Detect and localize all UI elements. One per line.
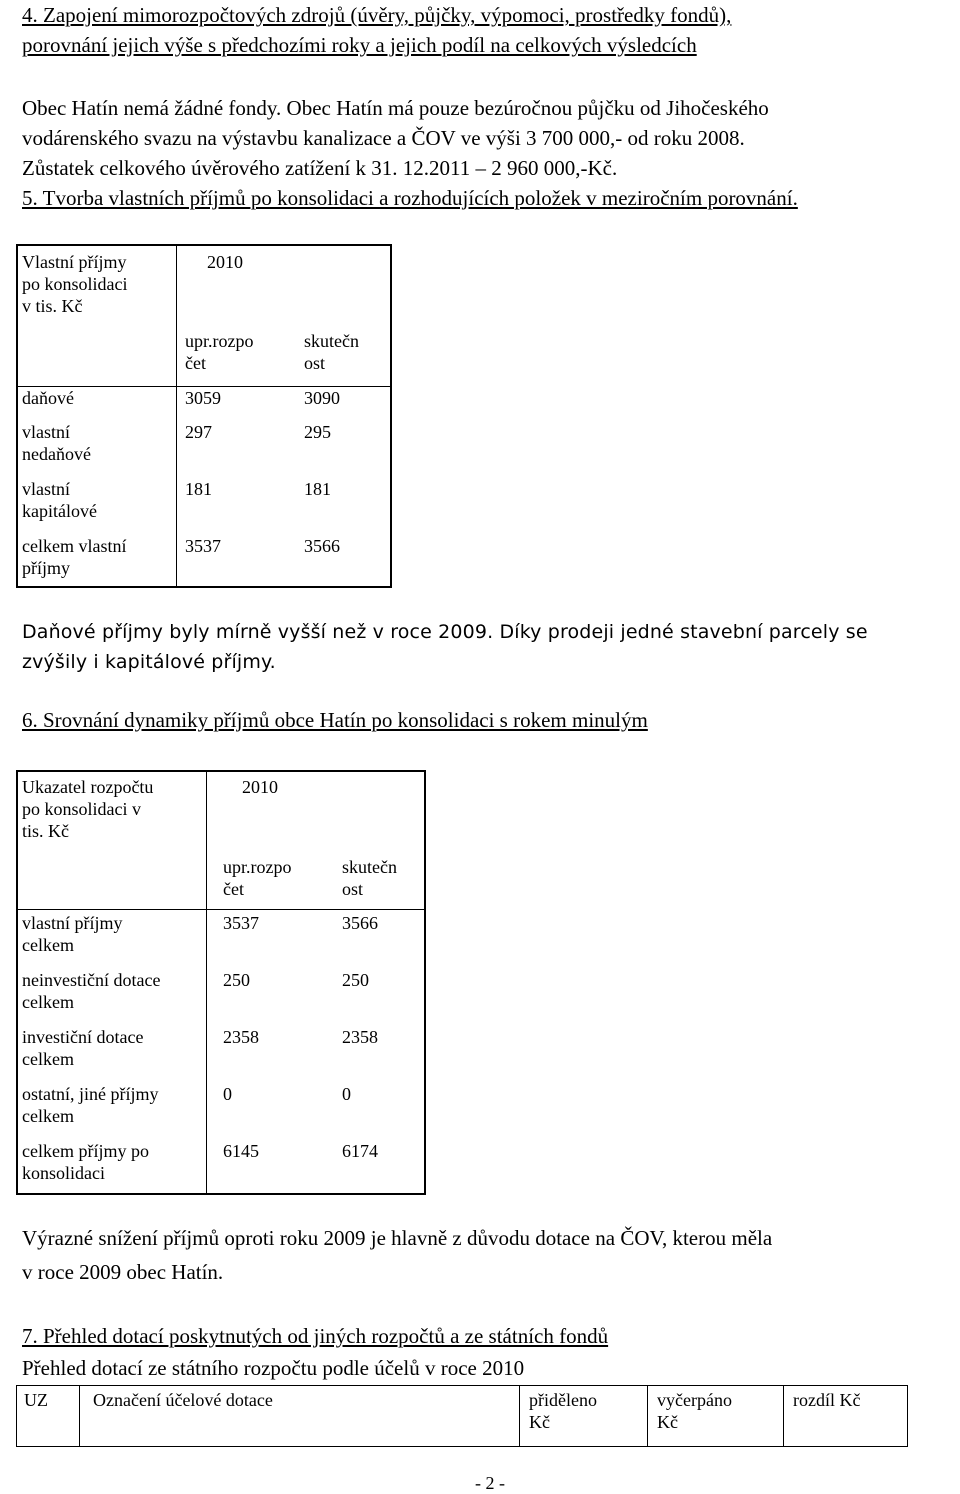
- row-value-actual: 181: [304, 479, 331, 499]
- column-header-difference: rozdíl Kč: [793, 1390, 861, 1410]
- table-header-year: 2010: [207, 252, 243, 272]
- section-5-comment-line1: Daňové příjmy byly mírně vyšší než v roce 2009. Díky prodeji jedné stavební parcely se: [22, 621, 868, 643]
- table-header-label-2: po konsolidaci v: [22, 799, 141, 819]
- column-divider: [206, 772, 207, 1193]
- table-header-label-3: tis. Kč: [22, 821, 69, 841]
- column-divider: [519, 1386, 520, 1446]
- header-divider: [18, 909, 424, 910]
- column-header-actual-2: ost: [342, 879, 364, 899]
- section-6-title: 6. Srovnání dynamiky příjmů obce Hatín po konsolidaci s rokem minulým: [22, 708, 648, 732]
- section-7-title: 7. Přehled dotací poskytnutých od jiných rozpočtů a ze státních fondů: [22, 1324, 609, 1348]
- row-label: celkem: [22, 1049, 74, 1069]
- row-label: celkem: [22, 1106, 74, 1126]
- row-value-budget: 3537: [223, 913, 259, 933]
- row-value-actual: 2358: [342, 1027, 378, 1047]
- row-label: kapitálové: [22, 501, 97, 521]
- row-value-budget: 3059: [185, 388, 221, 408]
- row-value-actual: 6174: [342, 1141, 378, 1161]
- column-header-actual-1: skutečn: [304, 331, 359, 351]
- table-header-label-1: Ukazatel rozpočtu: [22, 777, 154, 797]
- row-label: nedaňové: [22, 444, 91, 464]
- column-divider: [647, 1386, 648, 1446]
- section-5-comment-line2: zvýšily i kapitálové příjmy.: [22, 651, 276, 673]
- section-6-comment-line1: Výrazné snížení příjmů oproti roku 2009 je hlavně z důvodu dotace na ČOV, kterou měla: [22, 1226, 773, 1250]
- row-label: vlastní: [22, 422, 70, 442]
- row-label: daňové: [22, 388, 74, 408]
- row-value-actual: 3566: [342, 913, 378, 933]
- column-header-budget-1: upr.rozpo: [223, 857, 292, 877]
- column-header-spent-1: vyčerpáno: [657, 1390, 732, 1410]
- section-4-paragraph-line3: Zůstatek celkového úvěrového zatížení k 31. 12.2011 – 2 960 000,-Kč.: [22, 156, 618, 180]
- section-4-title-line1: 4. Zapojení mimorozpočtových zdrojů (úvěry, půjčky, výpomoci, prostředky fondů),: [22, 3, 732, 27]
- column-header-allocated-1: přiděleno: [529, 1390, 597, 1410]
- section-6-comment-line2: v roce 2009 obec Hatín.: [22, 1260, 224, 1284]
- row-label: celkem příjmy po: [22, 1141, 149, 1161]
- section-7-subtitle: Přehled dotací ze státního rozpočtu podle účelů v roce 2010: [22, 1356, 525, 1380]
- row-value-actual: 295: [304, 422, 331, 442]
- column-header-uz: UZ: [24, 1390, 48, 1410]
- row-label: vlastní příjmy: [22, 913, 123, 933]
- column-header-budget-2: čet: [185, 353, 206, 373]
- row-value-budget: 181: [185, 479, 212, 499]
- row-label: příjmy: [22, 558, 70, 578]
- row-label: celkem: [22, 935, 74, 955]
- row-label: celkem: [22, 992, 74, 1012]
- page-number: - 2 -: [475, 1473, 505, 1493]
- table-subsidies-header: [16, 1385, 908, 1447]
- row-value-actual: 0: [342, 1084, 351, 1104]
- column-header-designation: Označení účelové dotace: [93, 1390, 273, 1410]
- table-header-label-3: v tis. Kč: [22, 296, 83, 316]
- section-5-title: 5. Tvorba vlastních příjmů po konsolidaci a rozhodujících položek v meziročním porovnání.: [22, 186, 798, 210]
- row-value-budget: 3537: [185, 536, 221, 556]
- table-income-dynamics: [16, 770, 426, 1195]
- section-4-title-line2: porovnání jejich výše s předchozími roky a jejich podíl na celkových výsledcích: [22, 33, 697, 57]
- column-header-allocated-2: Kč: [529, 1412, 550, 1432]
- row-label: investiční dotace: [22, 1027, 144, 1047]
- row-value-budget: 0: [223, 1084, 232, 1104]
- column-divider: [176, 246, 177, 586]
- column-header-spent-2: Kč: [657, 1412, 678, 1432]
- table-header-label-2: po konsolidaci: [22, 274, 128, 294]
- row-value-budget: 250: [223, 970, 250, 990]
- row-value-budget: 2358: [223, 1027, 259, 1047]
- row-label: neinvestiční dotace: [22, 970, 161, 990]
- row-value-actual: 250: [342, 970, 369, 990]
- row-value-actual: 3090: [304, 388, 340, 408]
- column-header-actual-2: ost: [304, 353, 326, 373]
- row-label: ostatní, jiné příjmy: [22, 1084, 159, 1104]
- row-label: vlastní: [22, 479, 70, 499]
- column-divider: [783, 1386, 784, 1446]
- row-value-budget: 297: [185, 422, 212, 442]
- column-header-actual-1: skutečn: [342, 857, 397, 877]
- row-value-actual: 3566: [304, 536, 340, 556]
- table-own-income: [16, 244, 392, 588]
- table-header-label-1: Vlastní příjmy: [22, 252, 127, 272]
- section-4-paragraph-line2: vodárenského svazu na výstavbu kanalizace a ČOV ve výši 3 700 000,- od roku 2008.: [22, 126, 745, 150]
- section-4-paragraph-line1: Obec Hatín nemá žádné fondy. Obec Hatín má pouze bezúročnou půjčku od Jihočeského: [22, 96, 769, 120]
- row-label: celkem vlastní: [22, 536, 127, 556]
- row-label: konsolidaci: [22, 1163, 105, 1183]
- column-divider: [79, 1386, 80, 1446]
- column-header-budget-1: upr.rozpo: [185, 331, 254, 351]
- table-header-year: 2010: [242, 777, 278, 797]
- row-value-budget: 6145: [223, 1141, 259, 1161]
- column-header-budget-2: čet: [223, 879, 244, 899]
